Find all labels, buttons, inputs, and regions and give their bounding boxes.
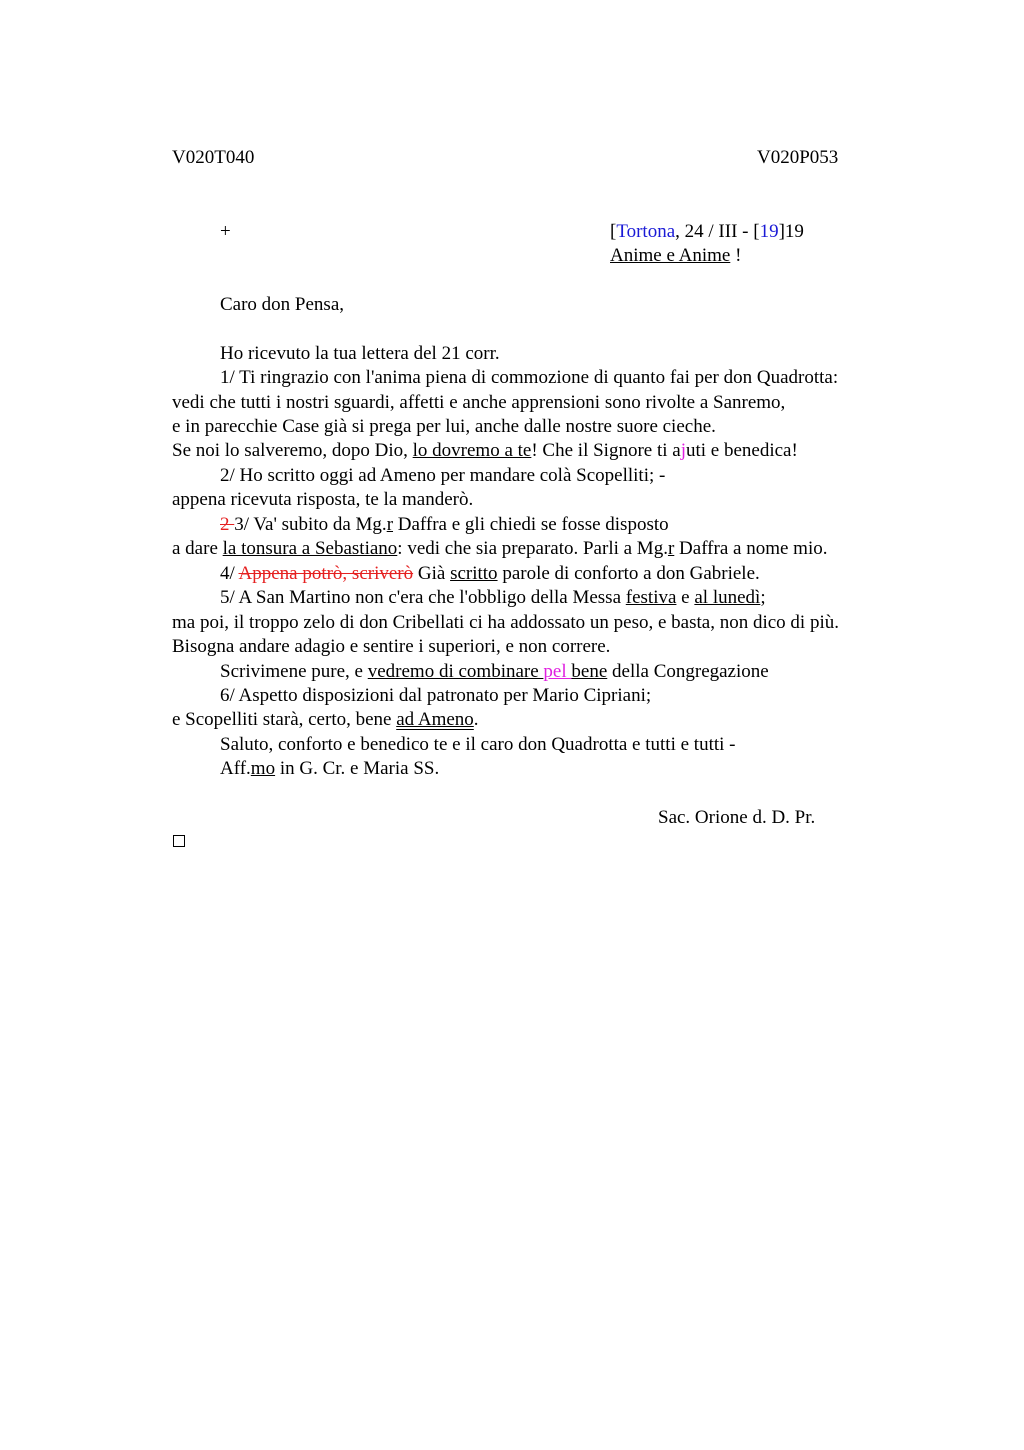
- date-end: ]19: [778, 221, 804, 242]
- l14-part-e: della Congregazione: [607, 661, 769, 682]
- l18-part-a: Aff.: [220, 758, 251, 779]
- body-line-6: 2/ Ho scritto oggi ad Ameno per mandare colà Scopelliti; -: [220, 465, 666, 486]
- body-line-10: [220, 562, 760, 586]
- body-line-18: [220, 757, 439, 781]
- l14-underlined: vedremo di combinare: [367, 661, 544, 682]
- body-line-15: 6/ Aspetto disposizioni dal patronato per Mario Cipriani;: [220, 685, 652, 706]
- l9-part-e: Daffra a nome mio.: [674, 538, 828, 559]
- l5-underlined: lo dovremo a te: [412, 440, 532, 461]
- l10-deleted-text: Appena potrò, scriverò: [238, 563, 414, 584]
- l18-underlined: mo: [250, 758, 276, 779]
- l5-part-c: ! Che il Signore ti a: [531, 440, 681, 461]
- body-line-12: ma poi, il troppo zelo di don Cribellati ci ha addossato un peso, e basta, non dico di più.: [172, 612, 839, 633]
- cross-mark: +: [220, 221, 231, 242]
- salutation: Caro don Pensa,: [220, 294, 345, 315]
- signature: Sac. Orione d. D. Pr.: [658, 807, 816, 828]
- l11-part-c: e: [676, 587, 695, 608]
- l8-deleted-number: 2: [220, 514, 235, 535]
- l18-part-c: in G. Cr. e Maria SS.: [275, 758, 440, 779]
- document-code-right: V020P053: [757, 147, 839, 168]
- body-line-9: [172, 537, 827, 561]
- l9-underlined: la tonsura a Sebastiano: [222, 538, 398, 559]
- l16-part-c: .: [473, 709, 479, 730]
- l10-underlined: scritto: [450, 563, 498, 584]
- body-line-1: Ho ricevuto la tua lettera del 21 corr.: [220, 343, 500, 364]
- body-line-11: [220, 586, 766, 610]
- motto-text: Anime e Anime: [610, 245, 731, 266]
- motto-line: [610, 244, 741, 268]
- body-line-14: [220, 660, 769, 684]
- l11-part-e: ;: [760, 587, 766, 608]
- bracket-open: [: [610, 221, 617, 242]
- date-year-fragment: 19: [759, 221, 779, 242]
- body-line-5: [172, 439, 798, 463]
- l9-superscript-r: r: [667, 538, 675, 559]
- l10-part-c: Già: [413, 563, 451, 584]
- l10-part-e: parole di conforto a don Gabriele.: [497, 563, 760, 584]
- l8-part-d: Daffra e gli chiedi se fosse disposto: [393, 514, 669, 535]
- l11-underlined-festiva: festiva: [625, 587, 677, 608]
- date-mid: , 24 / III - [: [675, 221, 760, 242]
- body-line-4: e in parecchie Case già si prega per lui, anche dalle nostre suore cieche.: [172, 416, 716, 437]
- l8-part-b: 3/ Va' subito da Mg.: [234, 514, 387, 535]
- end-marker-box: [173, 835, 185, 847]
- l9-part-c: : vedi che sia preparato. Parli a Mg.: [397, 538, 668, 559]
- l5-correction-letter: j: [680, 440, 686, 461]
- body-line-2: 1/ Ti ringrazio con l'anima piena di commozione di quanto fai per don Quadrotta:: [220, 367, 839, 388]
- l10-part-a: 4/: [220, 563, 239, 584]
- body-line-13: Bisogna andare adagio e sentire i superiori, e non correre.: [172, 636, 611, 657]
- l9-part-a: a dare: [172, 538, 223, 559]
- l14-part-a: Scrivimene pure, e: [220, 661, 368, 682]
- body-line-7: appena ricevuta risposta, te la manderò.: [172, 489, 474, 510]
- body-line-17: Saluto, conforto e benedico te e il caro don Quadrotta e tutti e tutti -: [220, 734, 736, 755]
- l5-part-e: uti e benedica!: [685, 440, 798, 461]
- l16-part-a: e Scopelliti starà, certo, bene: [172, 709, 397, 730]
- date-line: [610, 220, 804, 244]
- l14-underlined-bene: bene: [571, 661, 608, 682]
- l11-underlined-lunedi: al lunedì: [694, 587, 761, 608]
- l11-part-a: 5/ A San Martino non c'era che l'obbligo della Messa: [220, 587, 626, 608]
- l8-superscript-r: r: [386, 514, 394, 535]
- motto-end: !: [730, 245, 742, 266]
- l5-part-a: Se noi lo salveremo, dopo Dio,: [172, 440, 413, 461]
- body-line-8: [220, 513, 669, 537]
- body-line-16: [172, 708, 479, 732]
- body-line-3: vedi che tutti i nostri sguardi, affetti e anche apprensioni sono rivolte a Sanremo,: [172, 392, 786, 413]
- l16-double-underlined: ad Ameno: [396, 709, 474, 730]
- l14-correction-word: pel: [543, 661, 572, 682]
- date-place: Tortona: [616, 221, 676, 242]
- document-code-left: V020T040: [172, 147, 255, 168]
